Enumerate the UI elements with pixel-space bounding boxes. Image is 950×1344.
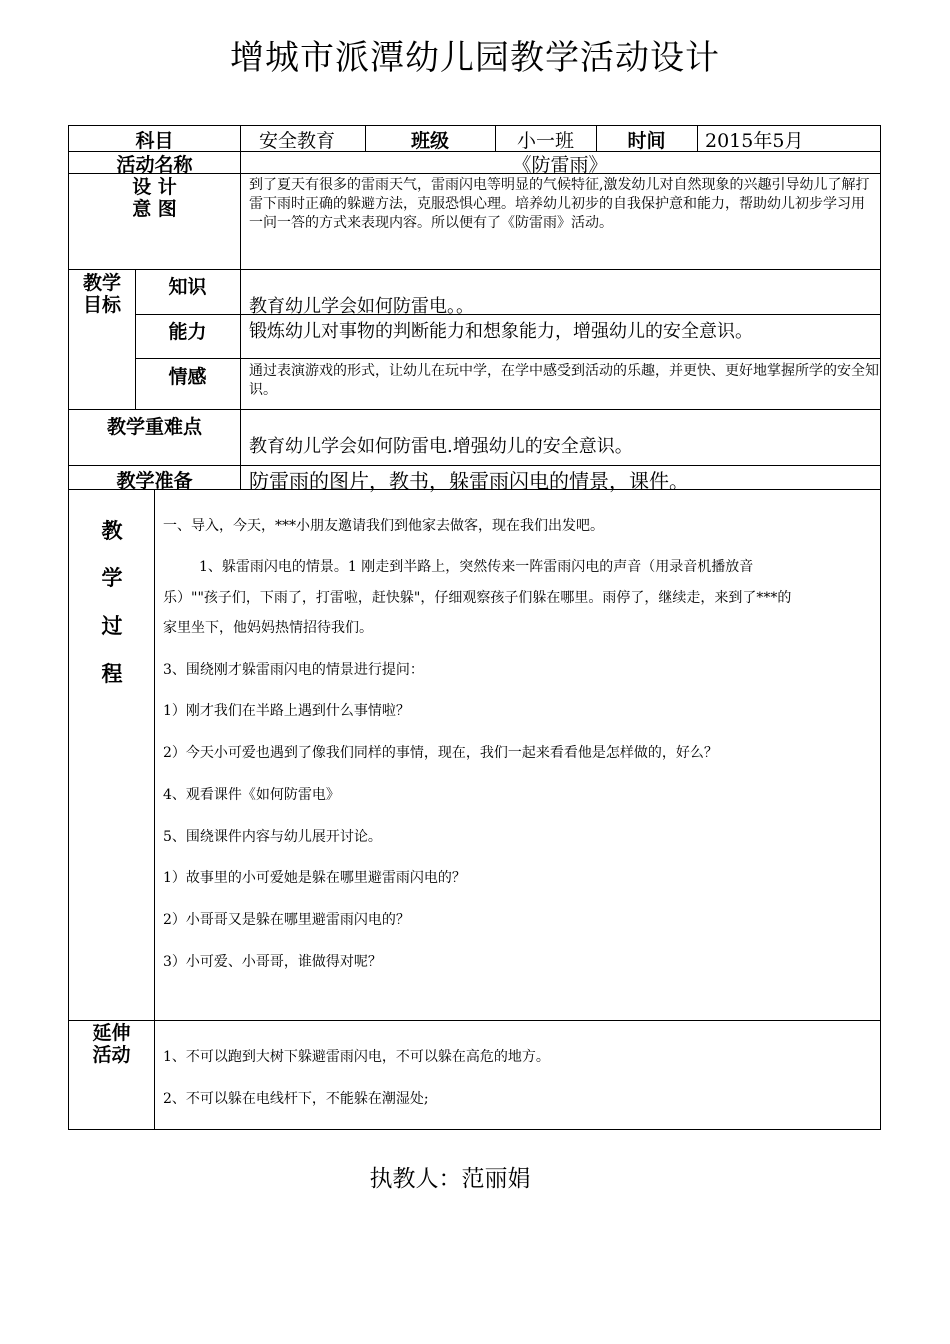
row-divider (69, 409, 880, 410)
extension-line: 1、不可以跑到大树下躲避雷雨闪电，不可以躲在高危的地方。 (163, 1049, 550, 1065)
lesson-plan-table (68, 125, 881, 1130)
process-line: 乐）""孩子们，下雨了，打雷啦，赶快躲"，仔细观察孩子们躲在哪里。雨停了，继续走，来到了***的 (163, 590, 792, 606)
row-divider (135, 314, 880, 315)
keypoints-label: 教学重难点 (106, 416, 202, 438)
col-divider (154, 489, 155, 1130)
process-line: 2）今天小可爱也遇到了像我们同样的事情，现在，我们一起来看看他是怎样做的，好么？ (163, 745, 718, 761)
extension-label-line1: 延伸 (92, 1022, 131, 1044)
emotion-text: 通过表演游戏的形式，让幼儿在玩中学，在学中感受到活动的乐趣，并更快、更好地掌握所学的安全知识。 (249, 363, 879, 398)
class-value: 小一班 (516, 130, 574, 152)
process-line: 4、观看课件《如何防雷电》 (163, 787, 340, 803)
row-divider (69, 1020, 880, 1021)
design-label (69, 176, 240, 220)
design-label-line1: 设 计 (132, 176, 177, 198)
prep-text: 防雷雨的图片，教书，躲雷雨闪电的情景，课件。 (249, 469, 689, 493)
process-label-char: 学 (101, 565, 123, 590)
keypoints-text: 教育幼儿学会如何防雷电.增强幼儿的安全意识。 (249, 436, 633, 457)
extension-line: 2、不可以躲在电线杆下，不能躲在潮湿处; (163, 1091, 429, 1107)
process-line: 5、围绕课件内容与幼儿展开讨论。 (163, 829, 382, 845)
document-title: 增城市派潭幼儿园教学活动设计 (230, 38, 720, 78)
goals-label (69, 272, 135, 316)
activity-value: 《防雷雨》 (512, 154, 608, 176)
goals-label-line1: 教学 (82, 272, 121, 294)
process-label-char: 教 (101, 518, 123, 543)
process-line: 3）小可爱、小哥哥，谁做得对呢？ (163, 954, 382, 970)
col-divider (697, 126, 698, 152)
col-divider (240, 126, 241, 490)
design-text: 到了夏天有很多的雷雨天气，雷雨闪电等明显的气候特征,激发幼儿对自然现象的兴趣引导幼儿了解打雷下雨时正确的躲避方法，克服恐惧心理。培养幼儿初步的自我保护意和能力，帮助幼儿初步学习用一问一答的方式来表现内容。所以便有了《防雷雨》活动。 (249, 177, 870, 231)
process-line: 1）刚才我们在半路上遇到什么事情啦？ (163, 703, 410, 719)
row-divider (69, 269, 880, 270)
time-label: 时间 (627, 130, 666, 152)
class-label: 班级 (410, 130, 449, 152)
subject-value: 安全教育 (259, 130, 336, 152)
knowledge-label: 知识 (168, 276, 207, 298)
extension-label-line2: 活动 (92, 1044, 131, 1066)
knowledge-text: 教育幼儿学会如何防雷电。。 (249, 296, 474, 317)
process-line: 1）故事里的小可爱她是躲在哪里避雷雨闪电的？ (163, 870, 466, 886)
design-label-line2: 意 图 (132, 198, 177, 220)
process-line: 一、导入，今天，***小朋友邀请我们到他家去做客，现在我们出发吧。 (163, 518, 604, 534)
row-divider (135, 358, 880, 359)
process-label-char: 程 (101, 661, 123, 686)
process-line: 2）小哥哥又是躲在哪里避雷雨闪电的？ (163, 912, 410, 928)
extension-label (69, 1022, 154, 1066)
process-line: 家里坐下，他妈妈热情招待我们。 (163, 620, 373, 636)
process-line: 3、围绕刚才躲雷雨闪电的情景进行提问： (163, 662, 424, 678)
subject-label: 科目 (135, 130, 174, 152)
teacher-signature: 执教人：范丽娟 (369, 1166, 531, 1192)
process-label-char: 过 (101, 613, 123, 638)
prep-label: 教学准备 (116, 470, 193, 492)
activity-label: 活动名称 (116, 154, 193, 176)
goals-label-line2: 目标 (82, 294, 121, 316)
ability-text: 锻炼幼儿对事物的判断能力和想象能力，增强幼儿的安全意识。 (249, 321, 753, 342)
ability-label: 能力 (168, 321, 207, 343)
emotion-label: 情感 (168, 366, 207, 388)
time-value: 2015年5月 (705, 130, 804, 152)
process-line: 1、躲雷雨闪电的情景。1 刚走到半路上，突然传来一阵雷雨闪电的声音（用录音机播放音 (199, 559, 754, 575)
